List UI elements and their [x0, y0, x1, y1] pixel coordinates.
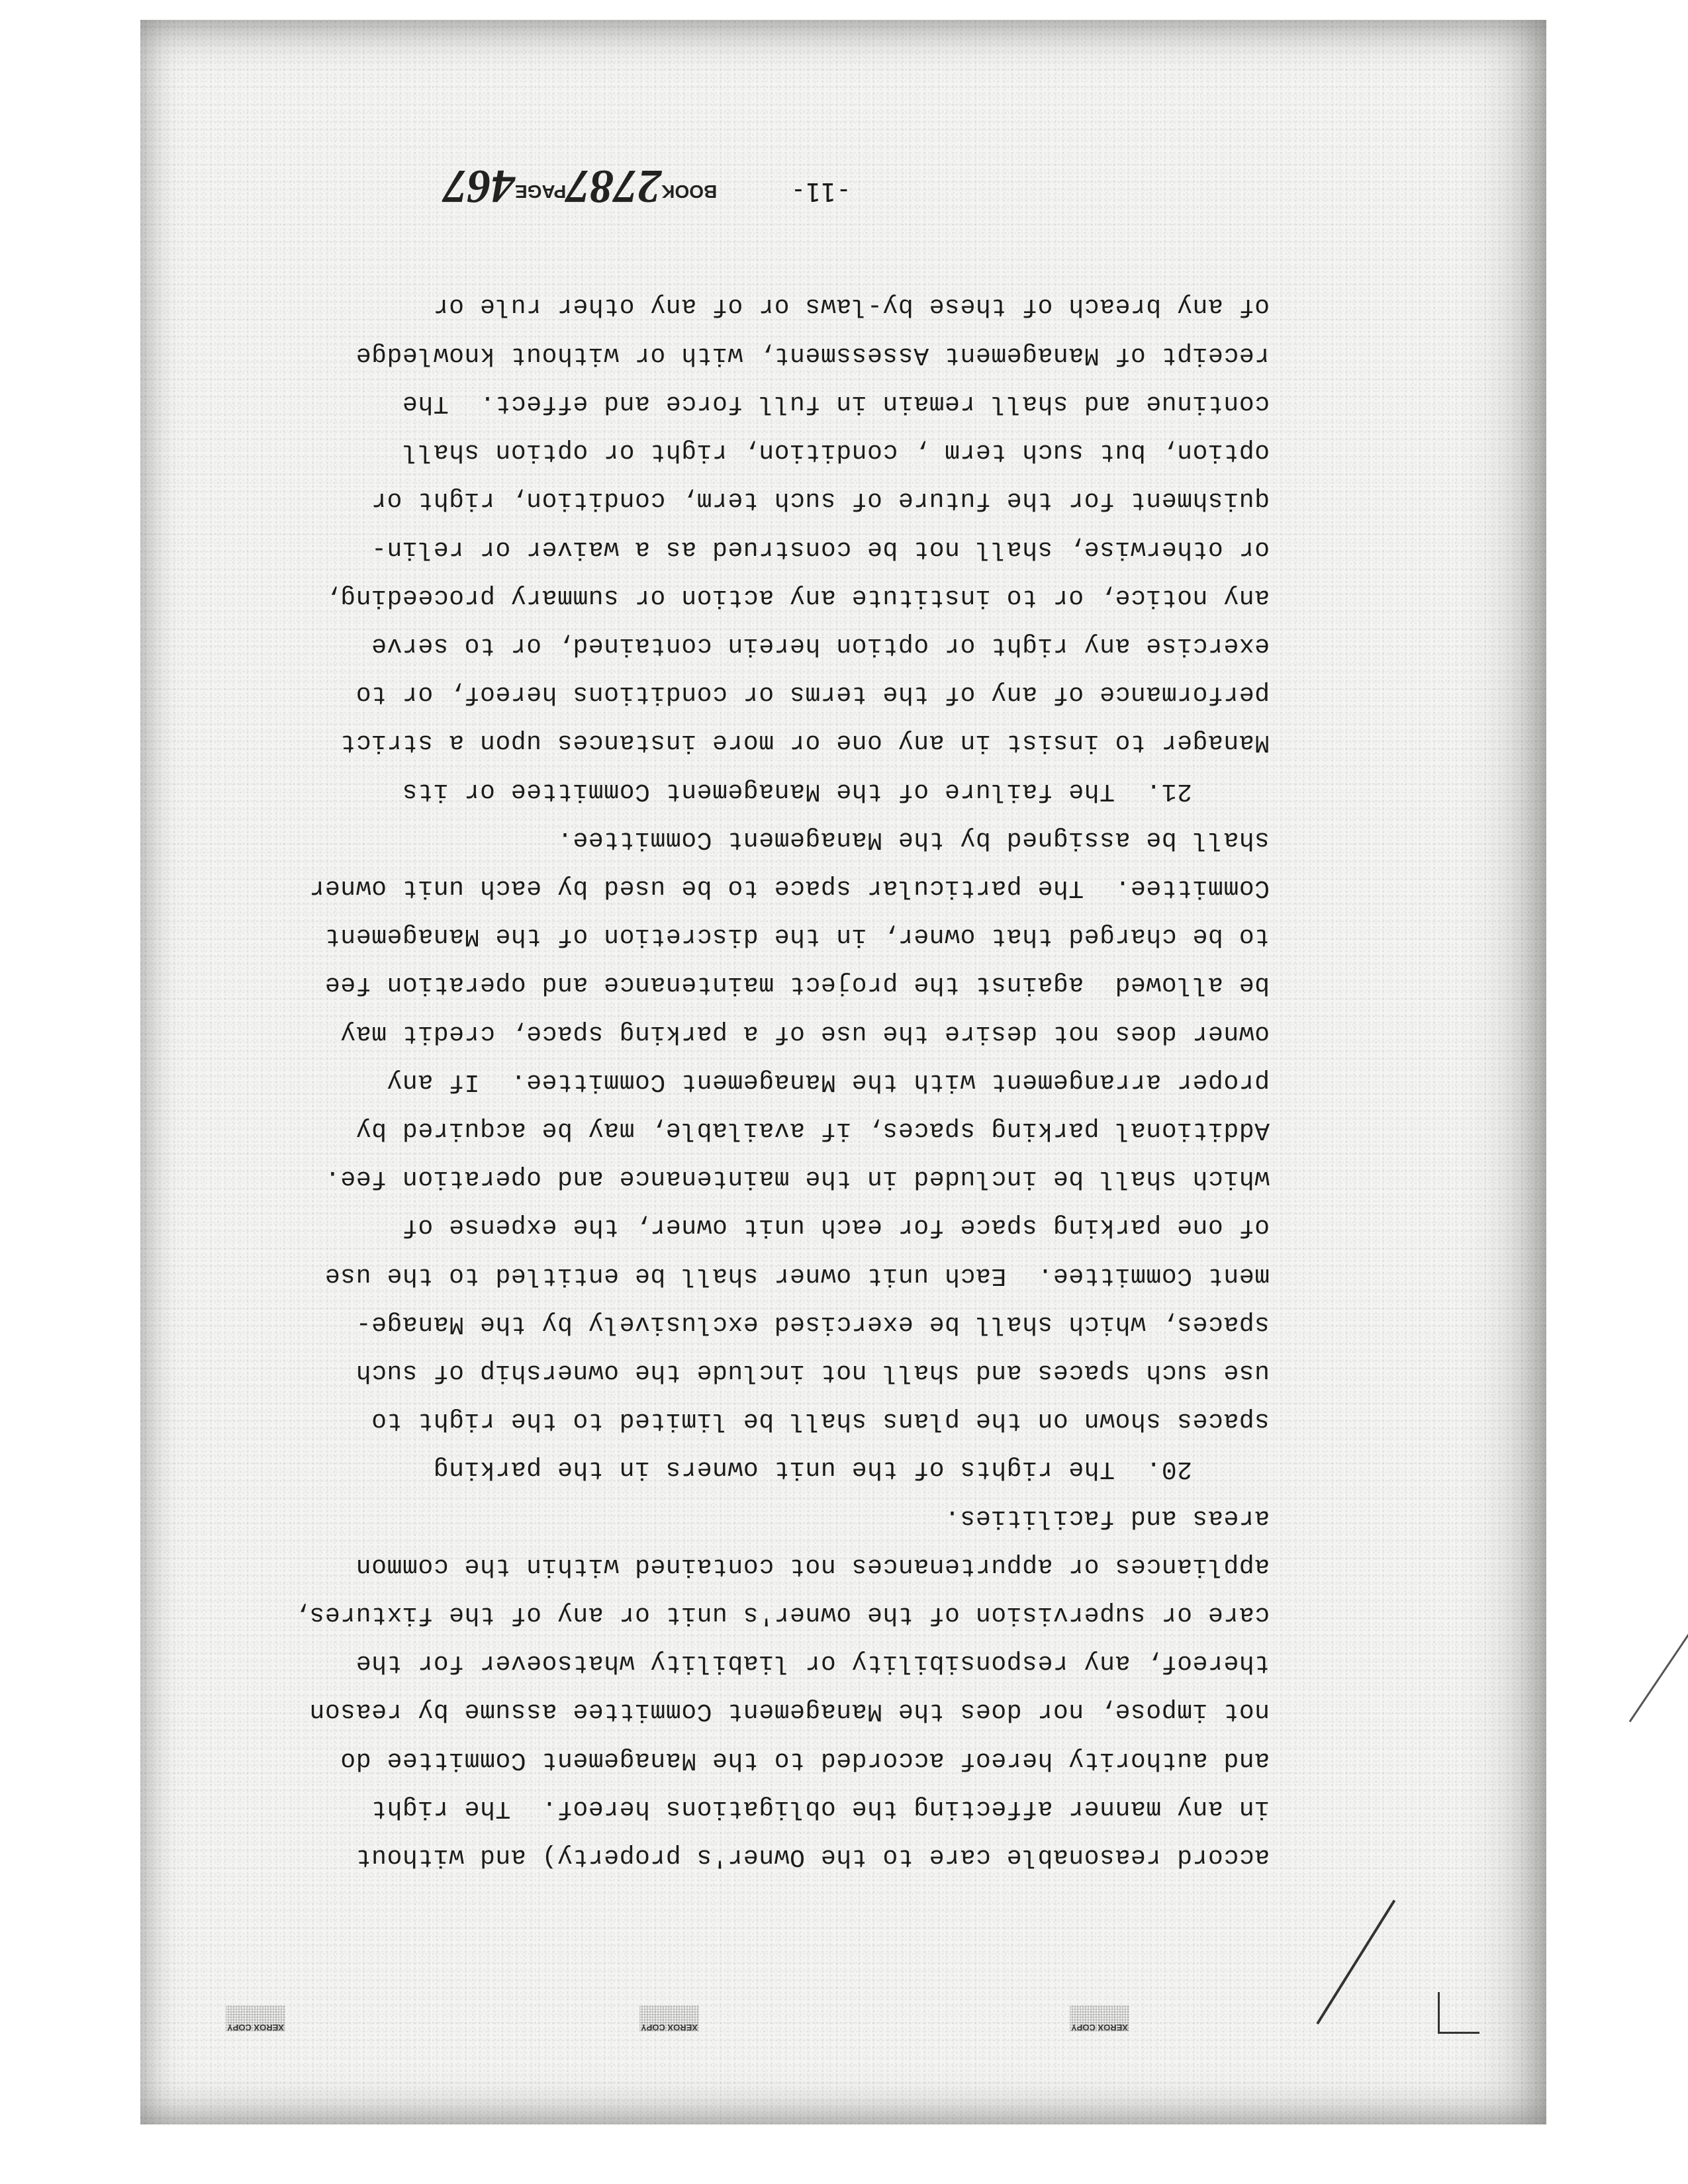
- xerox-copy-stamp: XEROX COPY: [1070, 2005, 1129, 2032]
- scanned-page: [140, 20, 1546, 2124]
- body-text: accord reasonable care to the Owner's property) and without in any manner affecting the obligations hereof. The right and authority hereof accorded to the Management Committee do not impose, nor does the Management Committee assume by reason thereof, any responsibility or liability whatsoever for the care or supervision of the owner's unit or any of the fixtures, appliances or appurtenances not contained within the common areas and facilities. 20. The rights of the unit owners in the parking spaces shown on the plans shall be limited to the right to use such spaces and shall not include the ownership of such spaces, which shall be exercised exclusively by the Manage- ment Committee. Each unit owner shall be entitled to the use of one parking space for each unit owner, the expense of which shall be included in the maintenance and operation fee. Additional parking spaces, if available, may be acquired by proper arrangement with the Management Committee. If any owner does not desire the use of a parking space, credit may be allowed against the project maintenance and operation fee to be charged that owner, in the discretion of the Management Committee. The particular space to be used by each unit owner shall be assigned by the Management Committee. 21. The failure of the Management Committee or its Manager to insist in any one or more instances upon a strict performance of any of the terms or conditions hereof, or to exercise any right or option herein contained, or to serve any notice, or to institute any action or summary proceeding, or otherwise, shall not be construed as a waiver or relin- quishment for the future of such term, condition, right or option, but such term , condition, right or option shall continue and shall remain in full force and effect. The receipt of Management Assessment, with or without knowledge of any breach of these by-laws or of any other rule or: [293, 292, 1270, 1871]
- book-page-reference: [444, 146, 755, 226]
- corner-crop-mark: [1438, 1992, 1479, 2034]
- fold-line: [1629, 1578, 1688, 1722]
- page-label: PAGE: [514, 181, 567, 202]
- page-number-handwritten: 467: [443, 160, 515, 213]
- rotated-page-content: [140, 20, 1546, 2124]
- book-number: 2787: [566, 160, 662, 213]
- book-label: BOOK: [661, 181, 718, 202]
- xerox-copy-stamp: XEROX COPY: [226, 2005, 285, 2032]
- xerox-copy-stamp: XEROX COPY: [639, 2005, 699, 2032]
- page-number: -11-: [790, 177, 851, 206]
